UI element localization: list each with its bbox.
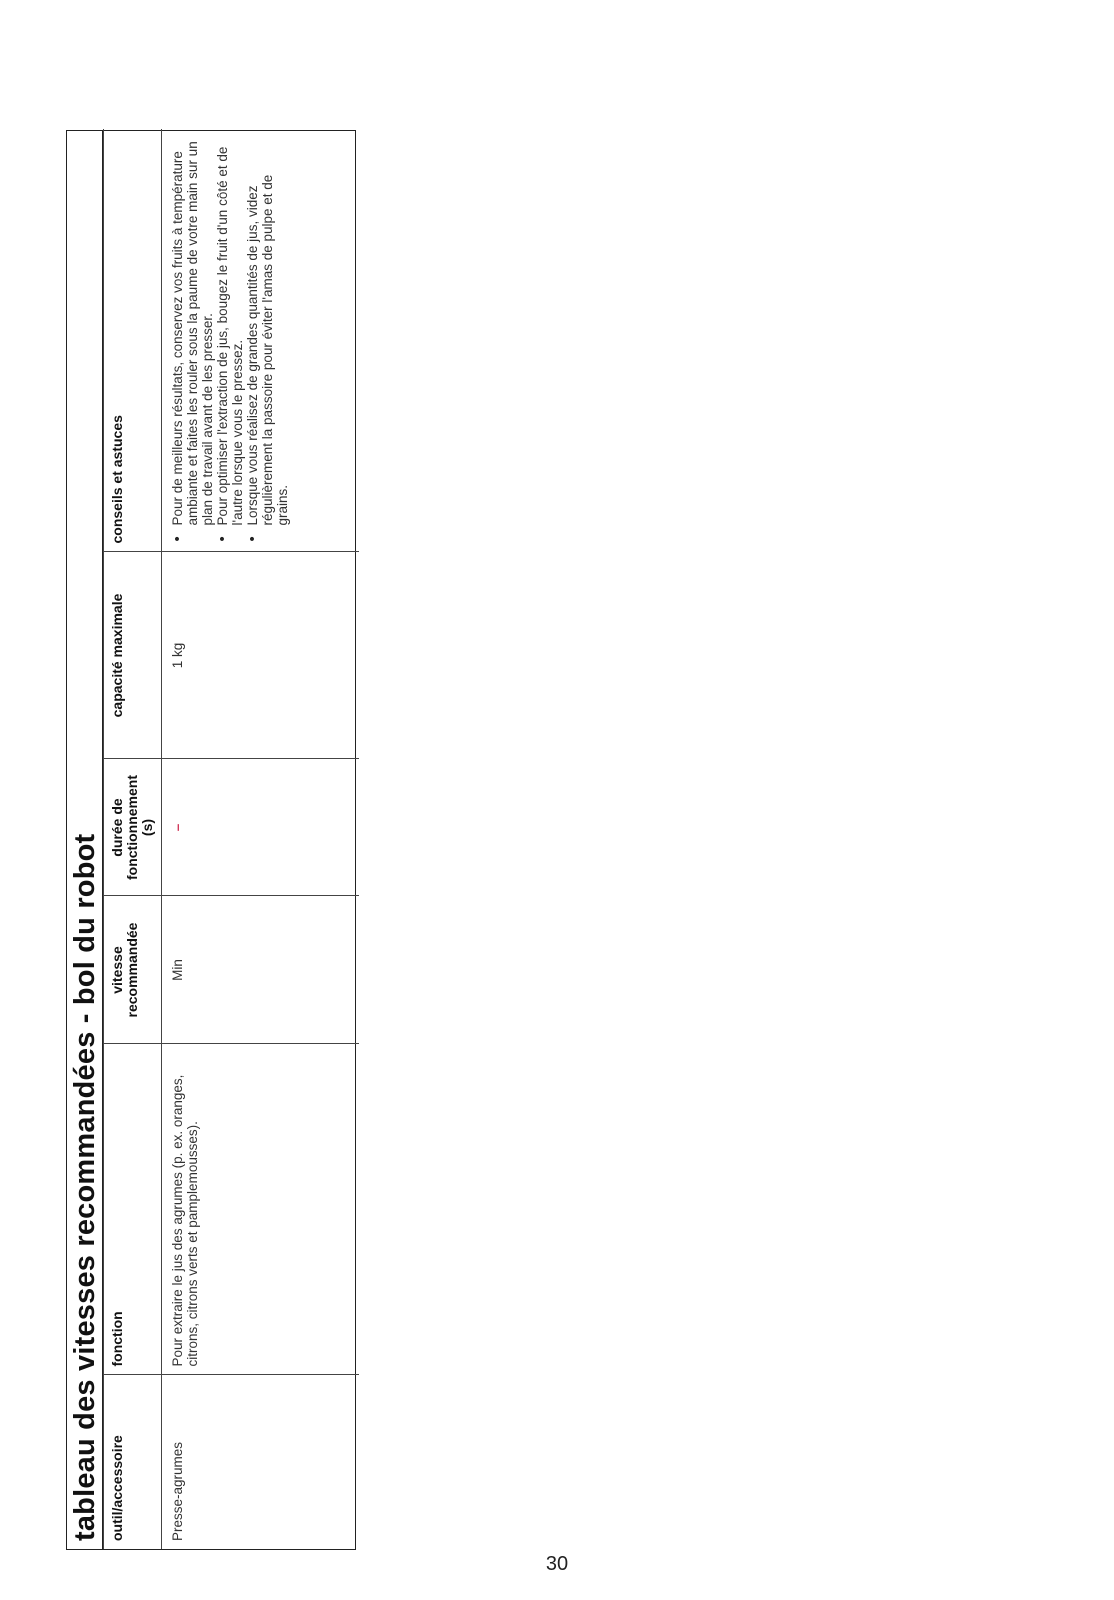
header-duration: durée de fonctionnement (s) xyxy=(104,759,162,896)
table-row xyxy=(162,129,359,1549)
speed-table-container xyxy=(66,130,356,1550)
cell-speed: Min xyxy=(162,896,359,1044)
cell-function: Pour extraire le jus des agrumes (p. ex. oranges, citrons, citrons verts et pamplemousses). xyxy=(162,1044,359,1375)
cell-duration xyxy=(162,759,359,896)
header-tips: conseils et astuces xyxy=(104,129,162,552)
header-row xyxy=(104,129,162,1549)
cell-tool: Presse-agrumes xyxy=(162,1375,359,1549)
header-capacity: capacité maximale xyxy=(104,552,162,759)
header-function: fonction xyxy=(104,1044,162,1375)
header-speed: vitesse recommandée xyxy=(104,896,162,1044)
rotated-table-frame xyxy=(66,130,356,1550)
page-number: 30 xyxy=(545,1553,569,1575)
list-item: • Lorsque vous réalisez de grandes quantités de jus, videz régulièrement la passoire pour éviter l'amas de pulpe et de grains. xyxy=(245,137,290,544)
header-tool: outil/accessoire xyxy=(104,1375,162,1549)
list-item: • Pour de meilleurs résultats, conservez vos fruits à température ambiante et faites les rouler sous la paume de votre main sur un plan de travail avant de les presser. xyxy=(170,137,215,544)
tips-list xyxy=(170,137,290,544)
cell-capacity: 1 kg xyxy=(162,552,359,759)
table-title: tableau des vitesses recommandées - bol du robot xyxy=(67,131,103,1549)
cell-tips xyxy=(162,129,359,552)
speed-table xyxy=(103,129,359,1549)
list-item: • Pour optimiser l'extraction de jus, bougez le fruit d'un côté et de l'autre lorsque vous le pressez. xyxy=(215,137,245,544)
duration-dash: – xyxy=(170,823,185,832)
